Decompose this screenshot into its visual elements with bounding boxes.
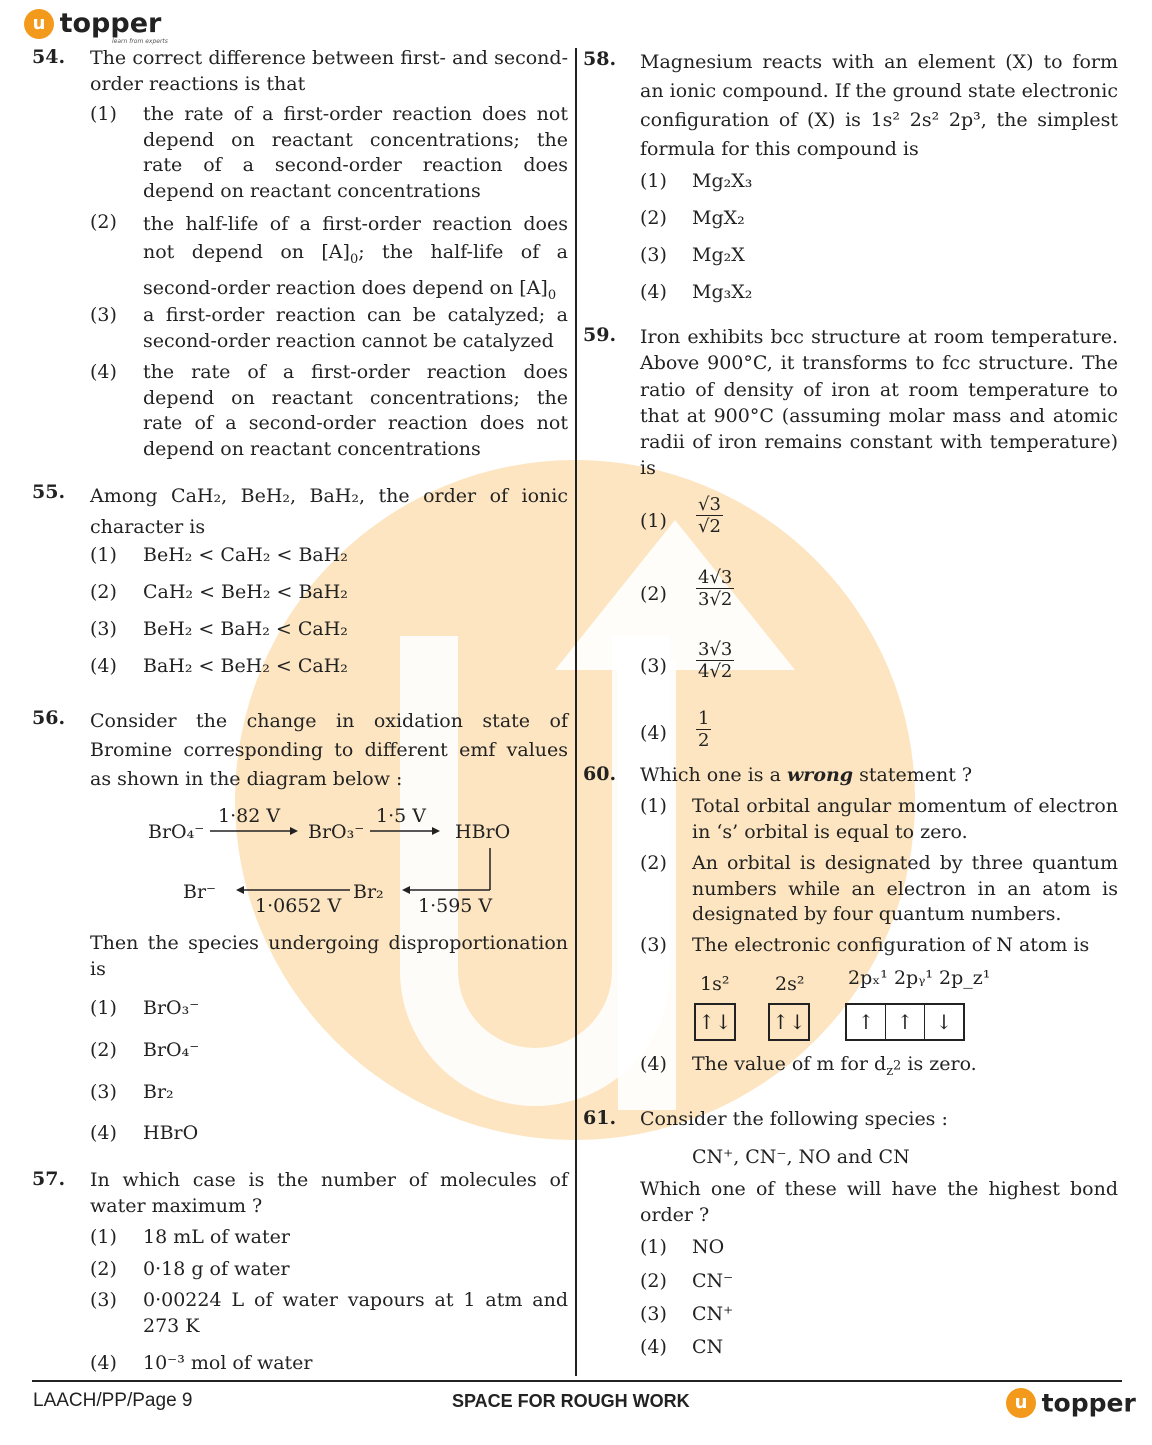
q56-opt2-num: (2): [90, 1039, 117, 1061]
q58-opt1-text: Mg₂X₃: [692, 170, 753, 192]
q61-opt1-num: (1): [640, 1236, 667, 1258]
q59-opt4-num: (4): [640, 722, 667, 744]
q55-opt3-num: (3): [90, 618, 117, 640]
q61-opt2-num: (2): [640, 1270, 667, 1292]
q54-opt2-part2: ; the half-life of a second-order reaction does depend on [A]: [143, 241, 568, 299]
q56-opt3-text: Br₂: [143, 1081, 174, 1103]
q58-opt3-text: Mg₂X: [692, 244, 745, 266]
q54-number: 54.: [32, 46, 66, 68]
q56-opt3-num: (3): [90, 1081, 117, 1103]
q57-opt1-num: (1): [90, 1226, 117, 1248]
q57-opt3-text: 0·00224 L of water vapours at 1 atm and 273 K: [143, 1289, 568, 1337]
q57-opt4-num: (4): [90, 1352, 117, 1374]
emf-1-82: 1·82 V: [218, 805, 281, 827]
q54-opt2-sub2: 0: [547, 287, 557, 303]
q60-opt3-text: The electronic configuration of N atom is: [692, 934, 1090, 956]
q54-opt2-part1: the half-life of a first-order reaction does not depend on [A]: [143, 213, 568, 263]
q59-opt4-fraction: [696, 708, 711, 751]
q61-opt4-text: CN: [692, 1336, 724, 1358]
q56-then: Then the species undergoing disproportionation is: [90, 932, 568, 980]
q57-stem: In which case is the number of molecules of water maximum ?: [90, 1169, 568, 1217]
q59-number: 59.: [583, 324, 617, 346]
emf-1-0652: 1·0652 V: [255, 895, 342, 917]
q60-opt1-text: Total orbital angular momentum of electron in ‘s’ orbital is equal to zero.: [692, 795, 1118, 843]
q56-opt1-num: (1): [90, 997, 117, 1019]
q59-stem: Iron exhibits bcc structure at room temperature. Above 900°C, it transforms to fcc structure. The ratio of density of iron at room temperature to that at 900°C (assuming molar mass and atomic radii of iron remains constant with temperature) is: [640, 326, 1118, 480]
q61-opt2-text: CN⁻: [692, 1270, 734, 1292]
footer-page-code: LAACH/PP/Page 9: [33, 1390, 193, 1411]
q58-opt2-text: MgX₂: [692, 207, 745, 229]
q60-stem: [640, 763, 972, 789]
q60-opt1-num: (1): [640, 795, 667, 817]
footer-rule: [32, 1380, 1122, 1382]
q55-stem: Among CaH₂, BeH₂, BaH₂, the order of ionic character is: [90, 485, 568, 538]
arrowhead-bro3: [290, 827, 298, 835]
q54-opt2-sub1: 0: [349, 251, 359, 267]
logo-tagline: learn from experts: [112, 38, 168, 45]
q60-stem-part3: statement ?: [853, 764, 973, 786]
emf-1-5: 1·5 V: [376, 805, 426, 827]
q57-opt2-text: 0·18 g of water: [143, 1258, 290, 1280]
footer-rough-work: SPACE FOR ROUGH WORK: [452, 1391, 690, 1411]
q61-ask: Which one of these will have the highest bond order ?: [640, 1178, 1118, 1226]
emf-1-595: 1·595 V: [418, 895, 493, 917]
q59-opt2-num: (2): [640, 583, 667, 605]
q54-opt2-num: (2): [90, 211, 117, 233]
q60-opt4-sub: z: [886, 1063, 894, 1079]
q58-stem: Magnesium reacts with an element (X) to form an ionic compound. If the ground state electronic configuration of (X) is 1s² 2s² 2p³, the simplest formula for this compound is: [640, 51, 1118, 160]
footer-logo-mark-icon: u: [1006, 1388, 1036, 1418]
orbital-box-2p: [845, 1003, 965, 1041]
q57-number: 57.: [32, 1168, 66, 1190]
q54-opt1-text: the rate of a first-order reaction does not depend on reactant concentrations; the rate of a second-order reaction does depend on reactant concentrations: [143, 103, 568, 202]
species-bro3: BrO₃⁻: [308, 821, 365, 843]
q60-opt2-num: (2): [640, 852, 667, 874]
q61-stem: Consider the following species :: [640, 1108, 948, 1130]
q54-opt1-num: (1): [90, 103, 117, 125]
q54-opt4-text: the rate of a first-order reaction does depend on reactant concentrations; the rate of a second-order reaction does not depend on reactant concentrations: [143, 361, 568, 460]
q59-opt3-denominator: 4√2: [698, 661, 733, 682]
q55-opt4-num: (4): [90, 655, 117, 677]
q54-opt4-num: (4): [90, 361, 117, 383]
q60-stem-wrong: wrong: [786, 764, 854, 786]
q59-opt3-numerator: 3√3: [698, 639, 733, 660]
q59-opt3-num: (3): [640, 655, 667, 677]
species-brm: Br⁻: [183, 881, 217, 903]
q59-opt1-num: (1): [640, 510, 667, 532]
species-br2: Br₂: [353, 881, 384, 903]
q56-number: 56.: [32, 707, 66, 729]
q60-opt4-num: (4): [640, 1053, 667, 1075]
q55-number: 55.: [32, 481, 66, 503]
q59-opt3-fraction: [696, 639, 734, 682]
q60-opt4-text: [692, 1052, 977, 1084]
q61-opt1-text: NO: [692, 1236, 725, 1258]
q61-opt3-num: (3): [640, 1303, 667, 1325]
config-label-1s: 1s²: [700, 973, 730, 995]
species-hbro: HBrO: [455, 821, 511, 843]
q60-opt4-sup: 2: [893, 1058, 902, 1074]
q54-stem: The correct difference between first- and second-order reactions is that: [90, 47, 568, 95]
q60-opt2-text: An orbital is designated by three quantum numbers while an electron in an atom is designated by four quantum numbers.: [692, 852, 1118, 925]
q60-opt4-part1: The value of m for d: [692, 1053, 887, 1075]
electron-pair-1s: ↑↓: [698, 1010, 732, 1034]
q59-opt2-numerator: 4√3: [698, 567, 733, 588]
q56-opt1-text: BrO₃⁻: [143, 997, 200, 1019]
q59-opt2-fraction: [696, 567, 734, 610]
arrowhead-br2: [402, 886, 410, 894]
q59-opt1-fraction: [696, 494, 723, 537]
q61-opt4-num: (4): [640, 1336, 667, 1358]
q54-opt2-text: [143, 210, 568, 310]
header-logo: [24, 8, 161, 39]
arrowhead-brm: [236, 886, 244, 894]
config-label-2p: 2pₓ¹ 2pᵧ¹ 2p_z¹: [848, 967, 991, 989]
q55-opt2-text: CaH₂ < BeH₂ < BaH₂: [143, 581, 348, 603]
q56-opt2-text: BrO₄⁻: [143, 1039, 200, 1061]
q59-opt1-numerator: √3: [698, 494, 721, 515]
q60-opt4-part2: is zero.: [901, 1053, 977, 1075]
arrowhead-hbro: [432, 827, 440, 835]
q55-opt1-text: BeH₂ < CaH₂ < BaH₂: [143, 544, 348, 566]
q58-opt2-num: (2): [640, 207, 667, 229]
q60-stem-part1: Which one is a: [640, 764, 787, 786]
footer-logo-text: topper: [1041, 1388, 1136, 1418]
q58-opt4-text: Mg₃X₂: [692, 281, 753, 303]
q60-opt3-num: (3): [640, 934, 667, 956]
logo-text: topper: [59, 8, 162, 39]
q55-opt3-text: BeH₂ < BaH₂ < CaH₂: [143, 618, 348, 640]
q58-number: 58.: [583, 48, 617, 70]
q55-opt2-num: (2): [90, 581, 117, 603]
q58-opt3-num: (3): [640, 244, 667, 266]
q55-opt1-num: (1): [90, 544, 117, 566]
electron-2py: ↑: [886, 1005, 925, 1039]
q58-opt1-num: (1): [640, 170, 667, 192]
q61-species: CN⁺, CN⁻, NO and CN: [692, 1146, 910, 1168]
species-bro4: BrO₄⁻: [148, 821, 205, 843]
electron-2pz: ↓: [935, 1010, 953, 1034]
q54-opt3-text: a first-order reaction can be catalyzed; a second-order reaction cannot be catalyzed: [143, 304, 568, 352]
q60-number: 60.: [583, 763, 617, 785]
q56-stem: Consider the change in oxidation state of Bromine corresponding to different emf values as shown in the diagram below :: [90, 710, 568, 790]
q56-opt4-text: HBrO: [143, 1122, 199, 1144]
q59-opt1-denominator: √2: [698, 516, 721, 537]
electron-pair-2s: ↑↓: [772, 1010, 806, 1034]
column-divider: [575, 48, 577, 1376]
logo-mark-icon: u: [24, 9, 54, 39]
q57-opt3-num: (3): [90, 1289, 117, 1311]
q61-number: 61.: [583, 1107, 617, 1129]
orbital-box-2s: [768, 1003, 810, 1041]
q57-opt1-text: 18 mL of water: [143, 1226, 290, 1248]
q57-opt2-num: (2): [90, 1258, 117, 1280]
orbital-box-1s: [694, 1003, 736, 1041]
q59-opt4-numerator: 1: [698, 708, 710, 729]
q58-opt4-num: (4): [640, 281, 667, 303]
q57-opt4-text: 10⁻³ mol of water: [143, 1352, 313, 1374]
electron-2px: ↑: [847, 1005, 886, 1039]
q54-opt3-num: (3): [90, 304, 117, 326]
q59-opt4-denominator: 2: [698, 730, 710, 751]
q59-opt2-denominator: 3√2: [698, 589, 733, 610]
config-label-2s: 2s²: [775, 973, 805, 995]
q56-opt4-num: (4): [90, 1122, 117, 1144]
q55-opt4-text: BaH₂ < BeH₂ < CaH₂: [143, 655, 348, 677]
footer-logo: [1006, 1388, 1136, 1418]
q61-opt3-text: CN⁺: [692, 1303, 734, 1325]
